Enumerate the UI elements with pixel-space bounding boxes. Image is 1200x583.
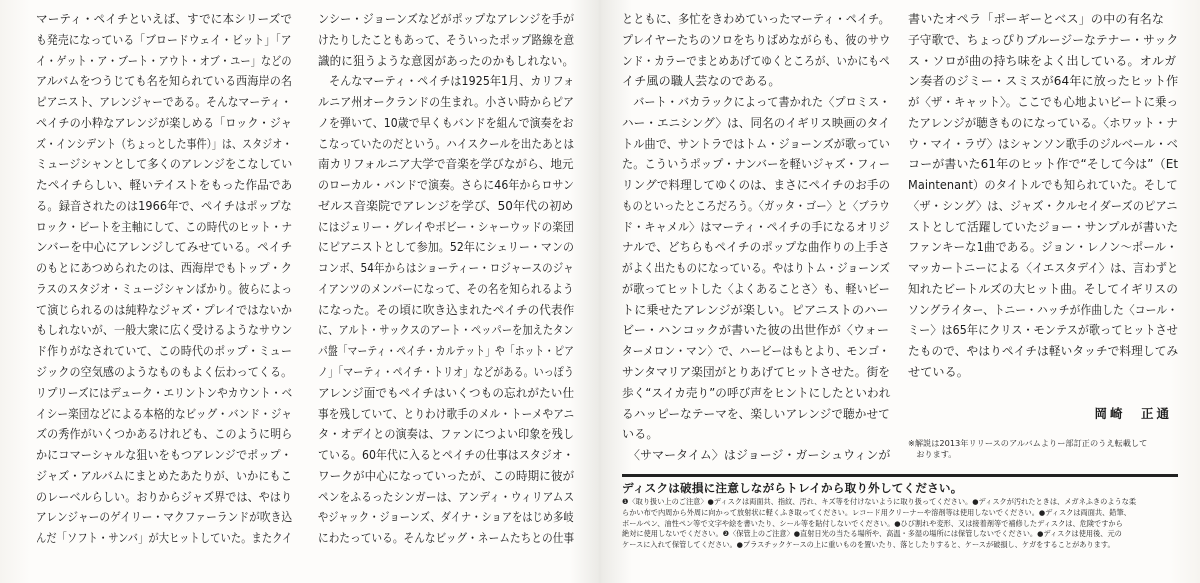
author-name: 岡崎 正通	[1094, 406, 1172, 421]
text-line: ロック・ビートを主軸にして、この時代のヒット・ナ	[36, 219, 293, 234]
text-line: アルバムをつうじても名を知られている西海岸の名	[36, 74, 293, 89]
text-line: るハッピーなテーマを、楽しいアレンジで聴かせて	[622, 406, 890, 421]
text-line: マッカートニーによる〈イエスタデイ〉は、言わずと	[908, 261, 1179, 276]
text-line: トル曲で、サントラではトム・ジョーンズが歌ってい	[622, 136, 890, 151]
text-line: ン奏者のジミー・スミスが64年に放ったヒット作	[908, 74, 1179, 89]
notice-line: ❶〈取り扱い上のご注意〉●ディスクは両面共、指紋、汚れ、キズ等を付けないように取り扱ってください。●ディスクが汚れたときは、メガネふきのような柔	[622, 497, 1137, 506]
text-line: 〈サマータイム〉はジョージ・ガーシュウィンが	[622, 448, 891, 463]
text-line: ミー〉は65年にクリス・モンテスが歌ってヒットさせ	[908, 323, 1178, 338]
text-line: ものといったところだろう。〈ガッタ・ゴー〉と〈ブラウ	[622, 198, 890, 213]
text-line: たペイチらしい、軽いテイストをもった作品であ	[36, 178, 293, 193]
text-line: リングで料理してゆくのは、まさにペイチのお手の	[622, 178, 891, 193]
text-line: になった。その頃に吹き込まれたペイチの代表作	[318, 302, 575, 317]
text-line: が〈ザ・キャット〉。ここでも心地よいビートに乗っ	[908, 95, 1179, 110]
text-line: ワークが中心になっていったが、この時期に彼が	[318, 468, 575, 483]
text-line: た。こういうポップ・ナンバーを軽いジャズ・フィー	[622, 157, 890, 172]
text-line: ス・ソロが曲の持ち味をよく出している。オルガ	[908, 53, 1177, 68]
text-column-3	[622, 9, 890, 466]
text-line: 子守歌で、ちょっぴりブルージーなテナー・サック	[908, 32, 1179, 47]
text-line: イアンツのメンバーになって、その名を知られるよう	[318, 281, 574, 296]
text-line: サンタマリア楽団がとりあげてヒットさせた。街を	[622, 365, 891, 380]
text-column-1	[36, 9, 292, 549]
text-line: 知れたビートルズの大ヒット曲。そしてイギリスの	[908, 281, 1179, 296]
text-line: ソングライター、トニー・ハッチが作曲した〈コール・	[908, 302, 1179, 317]
reprint-note	[908, 438, 1178, 460]
notice-title: ディスクは破損に注意しながらトレイから取り外してください。	[622, 481, 963, 495]
text-line: やジャック・ジョーンズ、ダイナ・ショアをはじめ多岐	[318, 510, 574, 525]
text-line: が歌ってヒットした〈よくあることさ〉も、軽いビー	[622, 281, 890, 296]
text-line: ターメロン・マン〉で、ハービーはもとより、モンゴ・	[622, 344, 890, 359]
text-line: も発売になっている「ブロードウェイ・ビット」「ア	[36, 32, 292, 47]
text-line: ビー・ハンコックが書いた彼の出世作が〈ウォー	[622, 323, 890, 338]
text-line: ペンをふるったシンガーは、アンディ・ウィリアムス	[318, 489, 575, 504]
text-line: けたりしたこともあって、そういったポップ路線を意	[318, 32, 575, 47]
text-line: ノ」「マーティ・ペイチ・トリオ」などがある。いっぽう	[318, 365, 574, 380]
notice-divider	[622, 474, 1178, 477]
notice-body	[622, 497, 1178, 551]
text-line: 南カリフォルニア大学で音楽を学びながら、地元	[318, 157, 574, 172]
text-line: ルニア州オークランドの生まれ。小さい時からピア	[318, 95, 575, 110]
note-line: ※解説は2013年リリースのアルバムよりー部訂正のうえ転載して	[908, 438, 1148, 448]
text-line: ド・キャメル〉はマーティ・ペイチの手になるオリジ	[622, 219, 890, 234]
text-line: がよく出たものになっている。やはりトム・ジョーンズ	[622, 261, 890, 276]
notice-line: ケースに入れて保管してください。●プラスチックケースの上に重いものを置いたり、落としたりすると、ケースが破損し、ケガをすることがあります。	[622, 540, 1115, 550]
text-line: のローカル・バンドで演奏。さらに46年からロサン	[318, 178, 575, 193]
text-line: イシー楽団などによる本格的なビッグ・バンド・ジャ	[36, 406, 292, 421]
text-line: 書いたオペラ「ポーギーとベス」の中の有名な	[908, 12, 1165, 26]
text-line: ナルで、どちらもペイチのポップな曲作りの上手さ	[622, 240, 890, 255]
text-line: リプリーズにはデューク・エリントンやカウント・ベ	[36, 385, 293, 400]
text-line: ている。60年代に入るとペイチの仕事はスタジオ・	[318, 448, 574, 463]
text-column-4	[908, 9, 1178, 383]
text-line: ミュージシャンとして多くのアレンジをこなしてい	[36, 157, 293, 172]
text-line: バート・バカラックによって書かれた〈プロミス・	[622, 95, 891, 110]
text-line: ファンキーな1曲である。ジョン・レノン～ポール・	[908, 240, 1178, 255]
text-line: コーが書いた61年のヒット作で“そして今は”（Et	[908, 157, 1179, 172]
text-line: パ盤「マーティ・ペイチ・カルテット」や「ホット・ピア	[318, 344, 575, 359]
text-line: マーティ・ペイチといえば、すでに本シリーズで	[36, 12, 293, 26]
text-line: にピアニストとして参加。52年にシェリー・マンの	[318, 240, 575, 255]
notice-line: ボールペン、油性ペン等で文字や絵を書いたり、シール等を貼付しないでください。●ひび割れや変形、又は接着剤等で補修したディスクは、危険ですから	[622, 518, 1123, 528]
text-line: せている。	[908, 365, 969, 380]
text-line: て演じられるのは純粋なジャズ・プレイではないか	[36, 302, 293, 317]
text-line: ンバーを中心にアレンジしてみせている。ペイチ	[36, 240, 293, 255]
text-line: 歩く“スイカ売り”の呼び声をヒントにしたといわれ	[622, 385, 891, 400]
text-line: んだ「ソフト・サンバ」が大ヒットしていた。またクイ	[36, 531, 293, 546]
text-line: ハー・エニシング〉は、同名のイギリス映画のタイ	[622, 115, 891, 130]
text-line: こなっていたのだという。ハイスクールを出たあとは	[318, 136, 575, 151]
text-line: 〈ザ・シング〉は、ジャズ・クルセイダーズのピアニ	[908, 198, 1178, 213]
text-line: いる。	[622, 427, 659, 442]
text-line: タ・オデイとの演奏は、ファンにつよい印象を残し	[318, 427, 575, 442]
note-line: おります。	[908, 449, 957, 459]
text-line: のレーベルらしい。おりからジャズ界では、やはり	[36, 489, 293, 504]
disc-handling-notice	[622, 474, 1178, 576]
text-line: アレンジ面でもペイチはいくつもの忘れがたい仕	[318, 385, 575, 400]
text-column-2	[318, 9, 574, 549]
text-line: ジックの空気感のようなものもよく伝わってくる。	[36, 365, 293, 380]
text-line: たアレンジが聴きものになっている。〈ホワット・ナ	[908, 115, 1178, 130]
text-line: る。録音されたのは1966年で、ペイチはポップな	[36, 198, 292, 213]
text-line: ストとして活躍していたジョー・サンプルが書いた	[908, 219, 1179, 234]
notice-line: 絶対に使用しないでください。❷〈保管上のご注意〉●直射日光の当たる場所や、高温・多湿の場所には保管しないでください。●ディスクは使用後、元の	[622, 529, 1122, 539]
text-line: ピアニスト、アレンジャーである。そんなマーティ・	[36, 95, 292, 110]
text-line: もしれないが、一般大衆に広く受けるようなサウン	[36, 323, 293, 338]
text-line: かにコマーシャルな狙いをもつアレンジでポップ・	[36, 448, 292, 463]
text-line: ジャズ・アルバムにまとめたあたりが、いかにもこ	[36, 468, 292, 483]
text-line: イチ風の職人芸なのである。	[622, 74, 781, 89]
text-line: 事を残していて、とりわけ歌手のメル・トーメやアニ	[318, 406, 575, 421]
text-line: ズの秀作がいくつかあるけれども、このように明ら	[36, 427, 293, 442]
text-line: ンド・カラーでまとめあげてゆくところが、いかにもペ	[622, 53, 890, 68]
text-line: にわたっている。そんなビッグ・ネームたちとの仕事	[318, 531, 575, 546]
text-line: ノを弾いて、10歳で早くもバンドを組んで演奏をお	[318, 115, 574, 130]
text-line: Maintenant）のタイトルでも知られていた。そして	[908, 178, 1178, 193]
text-line: ド作りがなされていて、この時代のポップ・ミュー	[36, 344, 292, 359]
text-line: プレイヤーたちのソロをちりばめながらも、彼のサウ	[622, 32, 891, 47]
text-line: コンボ、54年からはショーティー・ロジャースのジャ	[318, 261, 574, 276]
text-line: ンシー・ジョーンズなどがポップなアレンジを手が	[318, 12, 575, 26]
text-line: たもので、やはりペイチは軽いタッチで料理してみ	[908, 344, 1179, 359]
text-line: ペイチの小粋なアレンジが楽しめる「ロック・ジャ	[36, 115, 292, 130]
text-line: ズ・インシデント（ちょっとした事件）」は、スタジオ・	[36, 136, 293, 151]
text-line: ウ・マイ・ラヴ〉はシャンソン歌手のジルベール・ベ	[908, 136, 1178, 151]
text-line: イ・ゲット・ア・ブート・アウト・オブ・ユー」などの	[36, 53, 292, 68]
text-line: 識的に狙うような意図があったのかもしれない。	[318, 53, 575, 68]
text-line: ラスのスタジオ・ミュージシャンばかり。彼らによっ	[36, 281, 293, 296]
text-line: そんなマーティ・ペイチは1925年1月、カリフォ	[318, 74, 575, 89]
text-line: のもとにあつめられたのは、西海岸でもトップ・ク	[36, 261, 293, 276]
text-line: ゼルス音楽院でアレンジを学び、50年代の初め	[318, 198, 574, 213]
text-line: アレンジャーのゲイリー・マクファーランドが吹き込	[36, 510, 293, 525]
text-line: に、アルト・サックスのアート・ペッパーを加えたタン	[318, 323, 574, 338]
notice-line: らかい布で内周から外周に向かって放射状に軽くふき取ってください。レコード用クリーナーや溶剤等は使用しないでください。●ディスクは両面共、鉛筆、	[622, 507, 1131, 517]
text-line: にはジェリー・グレイやボビー・シャーウッドの楽団	[318, 219, 574, 234]
text-line: とともに、多忙をきわめていったマーティ・ペイチ。	[622, 12, 890, 26]
text-line: トに乗せたアレンジが楽しい。ピアニストのハー	[622, 302, 889, 317]
